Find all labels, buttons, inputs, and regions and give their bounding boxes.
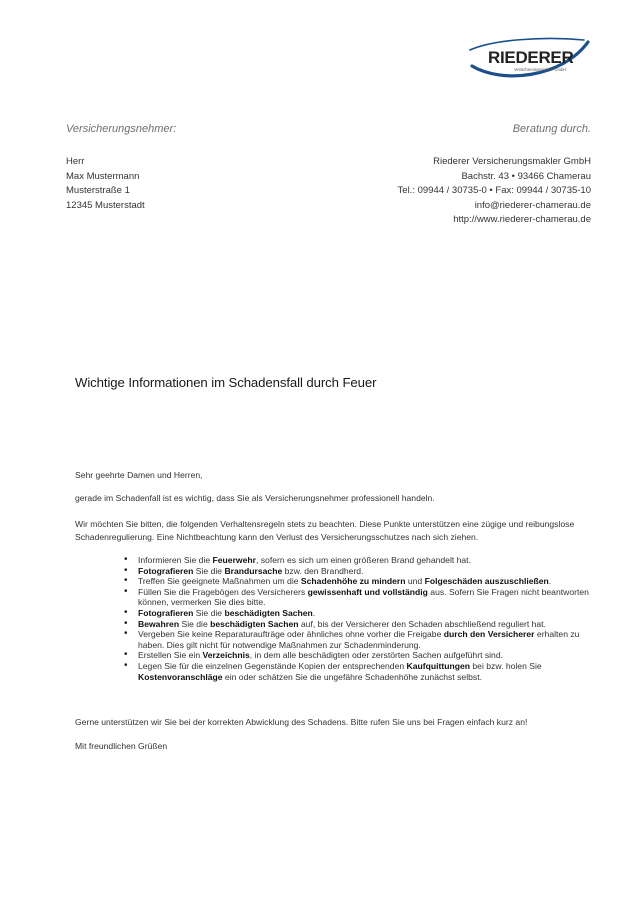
- rule-text: ein oder schätzen Sie die ungefähre Schadenhöhe zunächst selbst.: [222, 671, 482, 682]
- customer-address: [66, 155, 145, 213]
- rule-emphasis: Kostenvoranschläge: [138, 671, 223, 682]
- rule-item: [126, 650, 596, 661]
- rule-item: [126, 629, 596, 650]
- rule-emphasis: Bewahren: [138, 618, 180, 629]
- rule-text: Legen Sie für die einzelnen Gegenstände Kopien der entsprechenden: [138, 660, 407, 671]
- rule-emphasis: Fotografieren: [138, 565, 194, 576]
- rule-text: auf, bis der Versicherer den Schaden abschließend reguliert hat.: [298, 618, 546, 629]
- rule-text: .: [548, 576, 552, 587]
- rule-emphasis: beschädigten Sachen: [210, 618, 299, 629]
- customer-name: Max Mustermann: [66, 170, 140, 182]
- rule-item: [126, 566, 596, 577]
- advisor-company: Riederer Versicherungsmakler GmbH: [433, 156, 591, 167]
- rule-emphasis: beschädigten Sachen: [224, 607, 313, 618]
- advisor-phone-fax: Tel.: 09944 / 30735-0 • Fax: 09944 / 30735-10: [397, 185, 591, 197]
- rule-emphasis: Feuerwehr: [212, 555, 256, 565]
- rule-text: Sie die: [193, 607, 225, 618]
- rule-text: Sie die: [179, 618, 211, 629]
- advisor-label: Beratung durch.: [512, 123, 591, 135]
- request-paragraph: Wir möchten Sie bitten, die folgenden Verhaltensregeln stets zu beachten. Diese Punkte unterstützen eine zügige und reibungslose Schadenregulierung. Eine Nichtbeachtung kann den Verlust des Versicherungsschutzes nach sich ziehen.: [75, 519, 575, 542]
- rule-text: aus. Sofern Sie Fragen nicht beantworten können, vermerken Sie dies bitte.: [138, 586, 589, 608]
- company-logo: [462, 36, 592, 84]
- advisor-email[interactable]: info@riederer-chamerau.de: [474, 199, 591, 211]
- rule-text: und: [405, 576, 425, 587]
- riederer-logo-graphic: [462, 36, 592, 84]
- rule-text: bzw. den Brandherd.: [282, 565, 364, 576]
- intro-paragraph: gerade im Schadenfall ist es wichtig, dass Sie als Versicherungsnehmer professionell handeln.: [75, 493, 435, 503]
- advisor-website[interactable]: http://www.riederer-chamerau.de: [453, 214, 591, 226]
- rule-emphasis: Folgeschäden auszuschließen: [424, 576, 549, 587]
- rule-emphasis: Fotografieren: [138, 607, 194, 618]
- rule-text: Erstellen Sie ein: [138, 650, 203, 661]
- rules-list: [126, 555, 596, 682]
- rule-emphasis: Schadenhöhe zu mindern: [300, 576, 406, 587]
- rule-text: .: [312, 607, 316, 618]
- customer-street: Musterstraße 1: [66, 185, 130, 197]
- rule-item: [126, 661, 596, 682]
- advisor-address: [398, 155, 591, 228]
- policyholder-label: Versicherungsnehmer:: [66, 123, 177, 135]
- rule-item: [126, 576, 596, 587]
- rule-text: erhalten zu haben. Dies gilt nicht für notwendige Maßnahmen zur Schadenminderung.: [138, 629, 580, 650]
- rule-text: Treffen Sie geeignete Maßnahmen um die: [138, 576, 301, 587]
- rule-emphasis: Brandursache: [224, 565, 283, 576]
- customer-city: 12345 Musterstadt: [66, 199, 145, 211]
- rule-text: , sofern es sich um einen größeren Brand gehandelt hat.: [255, 555, 471, 565]
- customer-salutation: Herr: [66, 156, 85, 167]
- letter-title: Wichtige Informationen im Schadensfall durch Feuer: [75, 375, 377, 390]
- rule-item: [126, 587, 596, 608]
- rule-emphasis: Kaufquittungen: [406, 660, 471, 671]
- rule-emphasis: gewissenhaft und vollständig: [307, 586, 428, 597]
- rule-emphasis: durch den Versicherer: [443, 629, 535, 640]
- rule-emphasis: Verzeichnis: [202, 650, 250, 661]
- rule-text: bei bzw. holen Sie: [470, 660, 542, 671]
- signoff: Mit freundlichen Grüßen: [75, 741, 168, 751]
- advisor-street: Bachstr. 43 • 93466 Chamerau: [461, 170, 591, 182]
- rule-item: [126, 619, 596, 630]
- rule-item: [126, 555, 596, 566]
- logo-text: RIEDERER: [488, 48, 574, 67]
- closing-paragraph: Gerne unterstützen wir Sie bei der korrekten Abwicklung des Schadens. Bitte rufen Sie uns bei Fragen einfach kurz an!: [75, 717, 528, 727]
- rule-text: Informieren Sie die: [138, 555, 213, 565]
- rule-text: Sie die: [193, 565, 225, 576]
- rule-text: , in dem alle beschädigten oder zerstörten Sachen aufgeführt sind.: [249, 650, 503, 661]
- rule-text: Vergeben Sie keine Reparaturaufträge oder ähnliches ohne vorher die Freigabe: [138, 629, 444, 640]
- rule-item: [126, 608, 596, 619]
- greeting: Sehr geehrte Damen und Herren,: [75, 470, 203, 480]
- rule-text: Füllen Sie die Fragebögen des Versicherers: [138, 586, 308, 597]
- logo-subtext: Versicherungsmakler GmbH: [514, 67, 567, 72]
